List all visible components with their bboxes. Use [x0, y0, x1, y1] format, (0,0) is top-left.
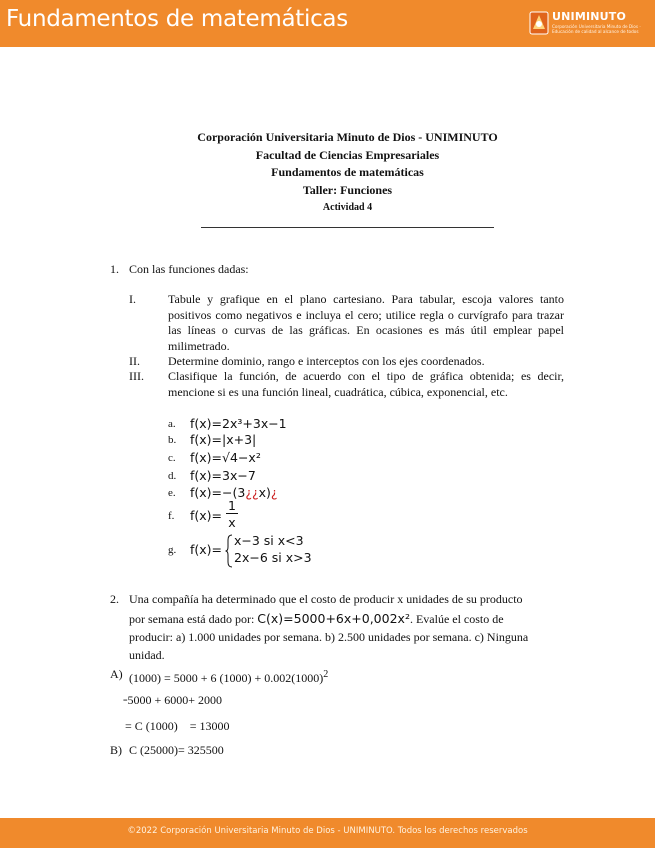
answer-step [123, 693, 222, 708]
answer-b-text: C (25000)= 325500 [129, 743, 224, 757]
q1-item-num: I. [129, 292, 136, 306]
q2-line [129, 611, 504, 627]
logo-name: UNIMINUTO [552, 10, 627, 23]
step-text: 5000 + 6000+ 2000 [127, 693, 223, 707]
q1-intro: Con las funciones dadas: [129, 262, 249, 276]
q2-line: Una compañía ha determinado que el costo de producir x unidades de su producto [129, 592, 523, 606]
function-label: a. [168, 418, 176, 430]
function-label: f. [168, 510, 175, 522]
function-label: c. [168, 452, 176, 464]
function-c: f(x)=√4−x² [190, 450, 261, 465]
q1-number: 1. [110, 262, 119, 276]
q2-line-text: por semana está dado por: [129, 612, 255, 626]
answer-b-label: B) [110, 743, 122, 757]
institution-name: Corporación Universitaria Minuto de Dios - UNIMINUTO [197, 130, 498, 144]
function-f-lhs: f(x)= [190, 508, 223, 523]
q1-item-text: Tabule y grafique en el plano cartesiano. Para tabular, escoja valores tanto positivos como negativos e incluya el cero; utilice regla o curvígrafo para trazar las líneas o curvas de las gráficas. En ocasiones es más útil emplear papel milimetrado. [168, 292, 564, 353]
function-e-main: f(x)=−(3 [190, 485, 246, 500]
function-label: d. [168, 470, 177, 482]
function-g-case: x−3 si x<3 [234, 533, 304, 548]
q1-item-text: Clasifique la función, de acuerdo con el tipo de gráfica obtenida; es decir, mencione si es una función lineal, cuadrática, cúbica, exponencial, etc. [168, 369, 564, 399]
workshop-title: Taller: Funciones [302, 183, 393, 197]
banner-title: Fundamentos de matemáticas [6, 6, 348, 32]
logo-tagline: Corporación Universitaria Minuto de Dios · Educación de calidad al alcance de todos [552, 24, 641, 34]
function-e-mid: x) [258, 485, 271, 500]
q2-number: 2. [110, 592, 119, 606]
q1-item-num: II. [129, 354, 140, 368]
q1-item-num: III. [129, 369, 144, 383]
step-mark: = [123, 696, 128, 705]
function-d: f(x)=3x−7 [190, 468, 256, 483]
function-e-glitch: ¿ [270, 485, 278, 500]
answer-a-expression: (1000) = 5000 + 6 (1000) + 0.002(1000) [129, 671, 324, 685]
q2-line-text: . Evalúe el costo de [409, 612, 504, 626]
function-g-case: 2x−6 si x>3 [234, 550, 312, 565]
answer-a-exponent: 2 [323, 669, 329, 680]
function-g-lhs: f(x)= [190, 542, 223, 557]
function-label: g. [168, 544, 177, 556]
function-b: f(x)=|x+3| [190, 432, 257, 447]
q2-line: unidad. [129, 648, 165, 662]
copyright-text: ©2022 Corporación Universitaria Minuto de Dios - UNIMINUTO. Todos los derechos reservados [127, 826, 528, 836]
footer-banner [0, 818, 655, 848]
answer-a-label: A) [110, 667, 123, 681]
answer-a-text [129, 667, 328, 686]
function-f-denominator: x [228, 515, 236, 530]
faculty-name: Facultad de Ciencias Empresariales [255, 148, 440, 162]
header-divider [201, 227, 494, 228]
answer-step: = C (1000) = 13000 [125, 719, 230, 733]
function-f-numerator: 1 [226, 499, 238, 514]
course-name: Fundamentos de matemáticas [271, 165, 424, 179]
cost-formula: C(x)=5000+6x+0,002x² [257, 611, 410, 626]
function-label: b. [168, 434, 177, 446]
q2-line: producir: a) 1.000 unidades por semana. b) 2.500 unidades por semana. c) Ninguna [129, 630, 529, 644]
uniminuto-logo [528, 7, 646, 41]
q1-item-text: Determine dominio, rango e interceptos con los ejes coordenados. [168, 354, 485, 368]
activity-label: Actividad 4 [322, 202, 373, 213]
brace-icon [225, 534, 233, 568]
function-e-glitch: ¿¿ [245, 485, 259, 500]
logo-mark-icon [528, 9, 550, 37]
function-a: f(x)=2x³+3x−1 [190, 416, 287, 431]
function-label: e. [168, 487, 176, 499]
top-banner [0, 0, 655, 47]
